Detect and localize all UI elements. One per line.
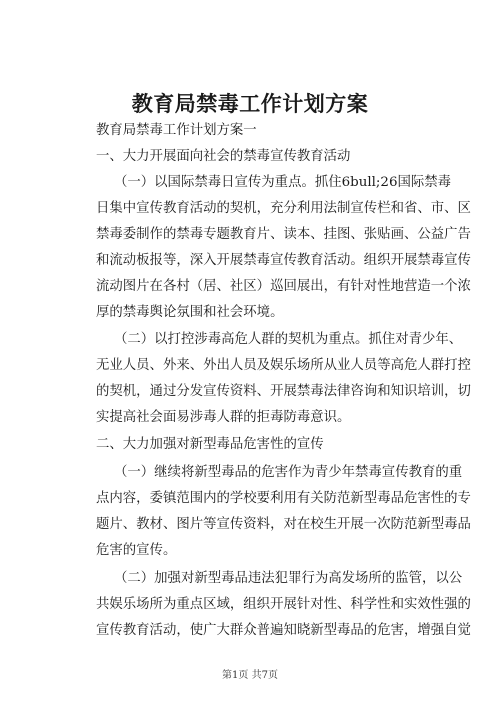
- paragraph-line: 宣传教育活动，使广大群众普遍知晓新型毒品的危害，增强自觉: [96, 623, 471, 638]
- paragraph-line: 共娱乐场所为重点区域，组织开展针对性、科学性和实效性强的: [96, 597, 471, 612]
- paragraph-line: 点内容，委镇范围内的学校要利用有关防范新型毒品危害性的专: [96, 491, 471, 506]
- page-footer: 第1页 共7页: [222, 670, 278, 681]
- paragraph-line: 无业人员、外来、外出人员及娱乐场所从业人员等高危人群打控: [96, 358, 471, 373]
- paragraph-line: 危害的宣传。: [96, 543, 177, 558]
- paragraph-line: （二）加强对新型毒品违法犯罪行为高发场所的监管，以公: [114, 571, 463, 586]
- paragraph-line: （二）以打控涉毒高危人群的契机为重点。抓住对青少年、: [114, 332, 463, 347]
- paragraph-line: （一）以国际禁毒日宣传为重点。抓住6bull;26国际禁毒: [114, 175, 452, 190]
- document-title: 教育局禁毒工作计划方案: [131, 91, 369, 116]
- paragraph-line: 日集中宣传教育活动的契机，充分利用法制宣传栏和省、市、区: [96, 201, 471, 216]
- paragraph-line: 禁毒委制作的禁毒专题教育片、读本、挂图、张贴画、公益广告: [96, 227, 471, 242]
- section-heading-2: 二、大力加强对新型毒品危害性的宣传: [96, 437, 324, 452]
- paragraph-line: 厚的禁毒舆论氛围和社会环境。: [96, 305, 284, 320]
- paragraph-line: 实提高社会面易涉毒人群的拒毒防毒意识。: [96, 410, 351, 425]
- paragraph-line: 和流动板报等，深入开展禁毒宣传教育活动。组织开展禁毒宣传: [96, 253, 471, 268]
- paragraph-line: （一）继续将新型毒品的危害作为青少年禁毒宣传教育的重: [114, 465, 463, 480]
- subtitle-line: 教育局禁毒工作计划方案一: [96, 123, 257, 138]
- paragraph-line: 题片、教材、图片等宣传资料，对在校生开展一次防范新型毒品: [96, 517, 471, 532]
- paragraph-line: 流动图片在各村（居、社区）巡回展出，有针对性地营造一个浓: [96, 279, 471, 294]
- section-heading-1: 一、大力开展面向社会的禁毒宣传教育活动: [96, 149, 351, 164]
- paragraph-line: 的契机，通过分发宣传资料、开展禁毒法律咨询和知识培训，切: [96, 384, 471, 399]
